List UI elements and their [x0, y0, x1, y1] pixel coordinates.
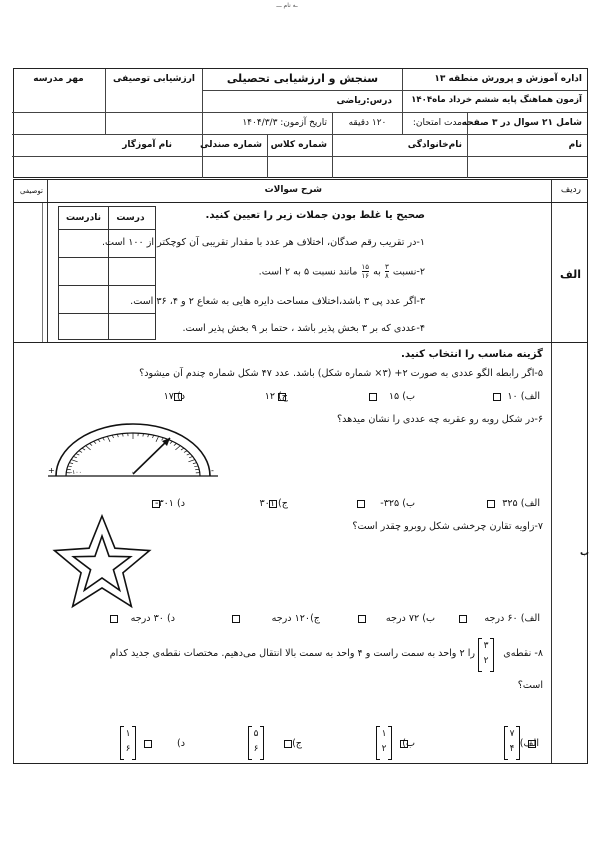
gauge-tick [188, 460, 194, 462]
gauge-tick [181, 448, 184, 450]
gauge-tick [194, 466, 198, 467]
q7-option-b[interactable] [386, 613, 435, 624]
q5-option-a[interactable] [507, 391, 540, 402]
q6-option-a[interactable] [502, 498, 540, 509]
gauge-tick [175, 446, 180, 450]
exam-date: تاریخ آزمون: ۱۴۰۴/۳/۳ [202, 113, 332, 135]
gauge-tick [174, 443, 177, 445]
header-blank-cell [105, 113, 202, 135]
q7-option-a[interactable] [484, 613, 540, 624]
gauge-tick [152, 435, 153, 438]
answer-cell[interactable] [59, 314, 107, 341]
gauge-tick [148, 434, 149, 437]
q2-suffix: مانند نسبت ۵ به ۲ است. [258, 266, 358, 278]
gauge-tick [89, 443, 92, 445]
matrix-top-value: ۱ [125, 729, 131, 739]
exam-scope: شامل ۲۱ سوال در ۳ صفحه [467, 113, 587, 135]
gauge-dial [48, 414, 218, 486]
option-label: الف) ۶۰ درجه [484, 613, 540, 624]
gauge-tick [112, 435, 113, 438]
header-blank-cell [332, 157, 467, 178]
q6-option-d-checkbox[interactable] [152, 500, 160, 508]
option-label: د) [176, 738, 185, 749]
descriptive-eval-label: ارزشیابی توصیفی [105, 69, 202, 113]
q8-option-d-matrix [120, 726, 136, 760]
gauge-tick [107, 436, 110, 442]
star-inner-outline [73, 536, 130, 590]
question-b8-body: را ۲ واحد به سمت راست و ۴ واحد به سمت بالا انتقال می‌دهیم. مختصات نقطه‌ی جدید کدام [109, 648, 475, 659]
matrix-bottom-value: ۲ [483, 656, 489, 666]
q6-option-b[interactable] [380, 498, 415, 509]
gauge-zero-label: ۰ [131, 469, 135, 476]
matrix-top-value: ۵ [253, 729, 259, 739]
matrix-bottom-value: ۲ [381, 744, 387, 754]
gauge-tick [94, 441, 96, 443]
question-b6: ۶-در شکل روبه رو عقربه چه عددی را نشان میدهد؟ [337, 414, 543, 425]
q5-option-b-checkbox[interactable] [369, 393, 377, 401]
q6-option-b-checkbox[interactable] [357, 500, 365, 508]
option-label: د) ۳۰ درجه [130, 613, 175, 624]
option-label: ب) [402, 738, 415, 749]
q8-option-c-matrix [248, 726, 264, 760]
option-label: ب) ۱۵ [388, 391, 415, 402]
header-title: سنجش و ارزشیابی تحصیلی [202, 69, 402, 91]
header-blank-cell [467, 157, 587, 178]
question-b5: ۵-اگر رابطه الگو عددی به صورت ۲+ (۳× شماره شکل) باشد. عدد ۴۷ شکل شماره چندم آن میشود؟ [139, 368, 543, 379]
question-b7: ۷-زاویه تقارن چرخشی شکل روبرو چقدر است؟ [352, 521, 543, 532]
fraction-numerator: ۳ [385, 263, 389, 271]
option-label: ج) [292, 738, 302, 749]
option-label: ج)۱۲۰ درجه [271, 613, 320, 624]
header-blank-cell [267, 157, 332, 178]
gauge-tick [82, 448, 85, 450]
section-b-label: ب [580, 548, 590, 558]
gauge-tick [170, 441, 172, 443]
true-false-answer-grid [58, 206, 156, 340]
gauge-left-tick-label: -۱۰۰ [70, 469, 82, 476]
option-label: ج) ۳۰۱ [259, 498, 288, 509]
question-a2 [259, 263, 425, 280]
section-a-label: الف [560, 268, 582, 281]
q2-prefix: ۲-نسبت [392, 266, 425, 278]
gauge-tick [162, 438, 164, 441]
family-name-field[interactable]: نام‌خانوادگی [332, 135, 467, 157]
fraction-15-16 [362, 263, 370, 280]
page-bottom-line [13, 763, 588, 764]
gauge-tick [73, 456, 77, 457]
school-stamp-label: مهر مدرسه [12, 69, 105, 113]
q8-option-a-matrix [504, 726, 520, 760]
header-blank-cell [12, 113, 105, 135]
q7-option-c-checkbox[interactable] [232, 615, 240, 623]
section-a-title: صحیح یا غلط بودن جملات زیر را تعیین کنید. [205, 210, 425, 221]
fraction-3-8 [385, 263, 389, 280]
descriptive-label: توصیفی [20, 187, 43, 195]
q5-option-a-checkbox[interactable] [493, 393, 501, 401]
answer-cell[interactable] [59, 258, 107, 285]
q8-option-c[interactable] [292, 738, 302, 749]
questions-header [13, 179, 588, 203]
gauge-tick [117, 434, 118, 437]
gauge-tick [156, 436, 159, 442]
q8-option-b-matrix [376, 726, 392, 760]
gauge-tick [69, 463, 73, 464]
fraction-denominator: ۱۶ [361, 272, 370, 280]
star-outline [54, 516, 149, 606]
gauge-tick [71, 460, 77, 462]
option-label: الف) ۳۲۵ [502, 498, 540, 509]
gauge-plus-sign: + [48, 466, 55, 475]
q7-option-b-checkbox[interactable] [358, 615, 366, 623]
gauge-tick [187, 454, 190, 456]
option-label: د) ۱۷ [163, 391, 185, 402]
q8-option-c-checkbox[interactable] [284, 740, 292, 748]
q7-option-c[interactable] [272, 613, 320, 624]
answer-cell[interactable] [59, 230, 107, 257]
gauge-minus-sign: - [211, 466, 214, 475]
matrix-bottom-value: ۴ [509, 744, 515, 754]
matrix-bottom-value: ۶ [253, 744, 259, 754]
q5-option-b[interactable] [389, 391, 415, 402]
matrix-top-value: ۱ [381, 729, 387, 739]
q7-option-a-checkbox[interactable] [459, 615, 467, 623]
page-top-label: ـه نام ـــ [276, 2, 298, 9]
section-b-title: گزینه مناسب را انتخاب کنید. [401, 349, 543, 360]
question-b8-suffix: است؟ [517, 680, 543, 691]
answer-cell[interactable] [107, 258, 155, 285]
header-blank-cell [12, 157, 202, 178]
question-a3: ۳-اگر عدد پی ۳ باشد،اختلاف مساحت دایره هایی به شعاع ۲ و ۴، ۳۶ است. [130, 296, 425, 307]
answer-cell[interactable] [107, 314, 155, 341]
row-label: ردیف [560, 185, 581, 195]
q2-mid: به [373, 266, 381, 278]
matrix-top-value: ۷ [509, 729, 515, 739]
matrix-bottom-value: ۶ [125, 744, 131, 754]
gauge-tick [79, 451, 82, 453]
gauge-tick [98, 439, 100, 442]
answer-cell[interactable] [59, 286, 107, 313]
gauge-tick [68, 466, 72, 467]
q8-option-d[interactable] [177, 738, 185, 749]
gauge-tick [76, 454, 79, 456]
q6-option-a-checkbox[interactable] [487, 500, 495, 508]
col-correct-header: درست [116, 213, 145, 223]
header-blank-cell [202, 157, 267, 178]
seat-number-field[interactable]: شماره صندلی [202, 135, 267, 157]
col-wrong-header: نادرست [66, 213, 101, 223]
option-label: د) ۳۰۱- [154, 498, 185, 509]
exam-header [13, 68, 588, 178]
gauge-tick [189, 456, 193, 457]
q5-option-c-checkbox[interactable] [278, 393, 286, 401]
option-label: الف) ۱۰ [507, 391, 540, 402]
option-label: ج) ۱۲ [264, 391, 288, 402]
question-a4: ۴-عددی که بر ۳ بخش پذیر باشد ، حتما بر ۹ بخش پذیر است. [182, 323, 425, 334]
star-figure [42, 514, 162, 612]
section-divider [13, 342, 588, 343]
question-a1: ۱-در تقریب رقم صدگان، اختلاف هر عدد با مقدار تقریبی آن کوچکتر از ۱۰۰ است. [102, 237, 425, 248]
fraction-numerator: ۱۵ [361, 263, 370, 271]
q8-option-b-checkbox[interactable] [400, 740, 408, 748]
duration-value: ۱۲۰ دقیقه [332, 113, 402, 135]
gauge-tick [193, 463, 197, 464]
questions-title: شرح سوالات [264, 185, 322, 195]
teacher-name-field[interactable]: نام آموزگار [12, 135, 202, 157]
q6-option-c-checkbox[interactable] [269, 500, 277, 508]
student-name-field[interactable]: نام [467, 135, 587, 157]
option-label: الف) [519, 738, 539, 749]
fraction-denominator: ۸ [385, 272, 389, 280]
option-label: ب) ۷۲ درجه [385, 613, 435, 624]
class-number-field[interactable]: شماره کلاس [267, 135, 332, 157]
q8-point-matrix [478, 638, 494, 672]
duration-label: مدت امتحان: [402, 113, 467, 135]
gauge-tick [86, 446, 91, 450]
subject-label: درس:ریاضی [202, 91, 402, 113]
org-name: اداره آموزش و پرورش منطقه ۱۳ [402, 69, 587, 91]
q7-option-d-checkbox[interactable] [110, 615, 118, 623]
gauge-tick [184, 451, 187, 453]
gauge-tick [103, 438, 105, 441]
option-label: ب) ۳۲۵- [380, 498, 415, 509]
q8-option-a-checkbox[interactable] [528, 740, 536, 748]
matrix-top-value: ۳ [483, 641, 489, 651]
q7-option-d[interactable] [131, 613, 175, 624]
q5-option-d-checkbox[interactable] [174, 393, 182, 401]
exam-name: آزمون هماهنگ پایه ششم خرداد ماه۱۴۰۴ [402, 91, 587, 113]
q8-option-d-checkbox[interactable] [144, 740, 152, 748]
question-b8-prefix: ۸- نقطه‌ی [503, 648, 543, 659]
